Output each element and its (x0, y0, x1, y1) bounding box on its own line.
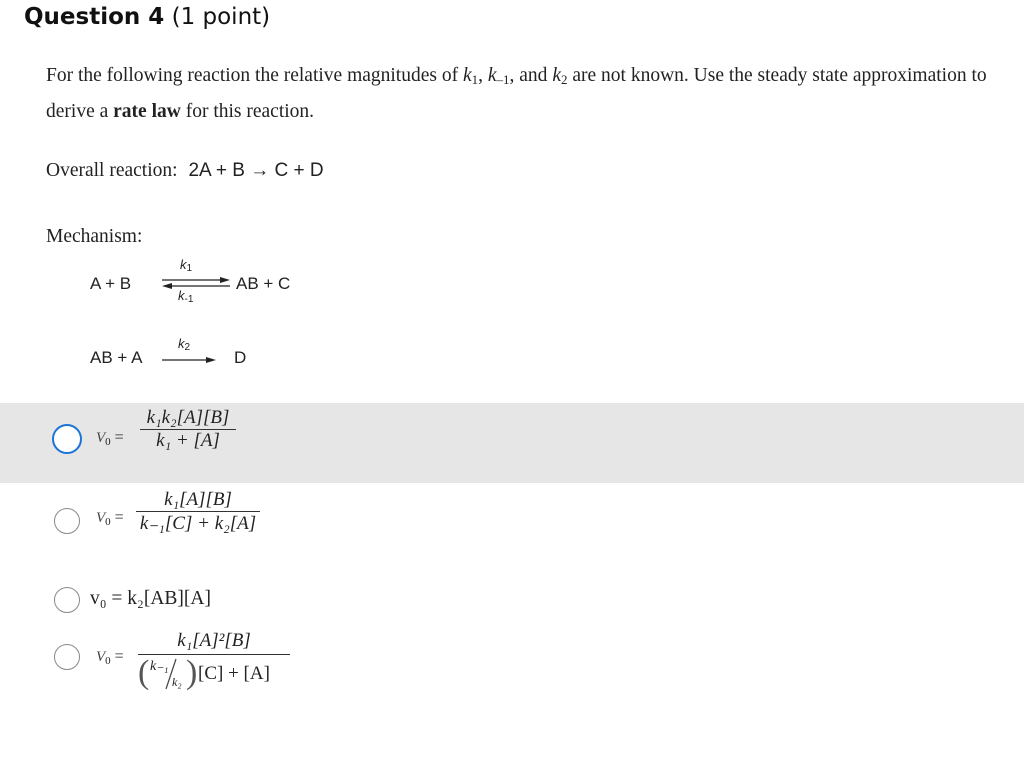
inner-fraction-denominator: k₂ (172, 675, 182, 689)
question-prompt (46, 58, 1016, 130)
overall-equation: 2A + B → C + D (188, 160, 324, 181)
left-paren: ( (138, 654, 150, 691)
option1-fraction (140, 407, 236, 452)
km1-subscript: –1 (496, 72, 510, 87)
mechanism-step-1 (90, 257, 330, 307)
answer-option-1[interactable] (0, 403, 1024, 483)
option3-equation: v₀ = k₂[AB][A] (90, 588, 211, 609)
v0-subscript: 0 (105, 655, 111, 667)
v0-symbol: V (96, 430, 106, 446)
v0-symbol: V (96, 510, 106, 526)
question-points: (1 point) (171, 4, 271, 30)
v0-subscript: 0 (105, 516, 111, 528)
k2-subscript: 2 (560, 72, 568, 87)
k-subscript: 2 (184, 342, 191, 353)
k-symbol: k (178, 288, 185, 303)
v0-subscript: 0 (105, 436, 111, 448)
radio-button-option-1[interactable] (52, 424, 82, 454)
mechanism-step-2 (90, 336, 290, 376)
km1-symbol: k (487, 65, 497, 86)
step1-products: AB + C (236, 274, 291, 293)
option2-denominator: k₋₁[C] + k₂[A] (139, 513, 257, 534)
prompt-text: For the following reaction the relative magnitudes of (46, 65, 463, 86)
inner-fraction-numerator: k₋₁ (150, 659, 169, 674)
option4-denominator-rest: [C] + [A] (198, 663, 270, 684)
answer-option-2[interactable] (0, 485, 1024, 565)
k-symbol: k (180, 257, 187, 272)
radio-button-option-4[interactable] (54, 644, 80, 670)
step1-k-reverse (178, 288, 193, 303)
right-paren: ) (186, 654, 198, 691)
option1-v0 (96, 429, 124, 447)
mechanism-label: Mechanism: (46, 226, 143, 247)
step2-reactants: AB + A (90, 348, 143, 367)
equals-sign: = (114, 648, 124, 665)
k1-subscript: 1 (471, 72, 479, 87)
step1-k-forward (180, 257, 192, 272)
forward-arrow-icon (162, 355, 218, 365)
option4-numerator: k₁[A]²[B] (177, 630, 251, 651)
prompt-sep: , and (509, 65, 553, 86)
answer-option-4[interactable] (0, 626, 1024, 716)
v0-symbol: V (96, 649, 106, 665)
option2-v0 (96, 509, 124, 527)
radio-button-option-3[interactable] (54, 587, 80, 613)
prompt-text: for this reaction. (180, 101, 315, 122)
equals-sign: = (114, 509, 124, 526)
answer-option-3[interactable] (0, 580, 1024, 620)
equals-sign: = (114, 429, 124, 446)
overall-reaction (46, 160, 324, 182)
question-header (24, 4, 270, 30)
radio-button-option-2[interactable] (54, 508, 80, 534)
step2-k-forward (178, 336, 190, 351)
prompt-bold: rate law (113, 101, 181, 122)
k-subscript: 1 (186, 263, 193, 274)
option1-denominator: k₁ + [A] (156, 430, 220, 451)
step2-products: D (234, 348, 247, 367)
k-symbol: k (178, 336, 185, 351)
k-subscript: -1 (184, 294, 194, 305)
option4-v0 (96, 648, 124, 666)
step1-reactants: A + B (90, 274, 132, 293)
prompt-sep: , (478, 65, 488, 86)
option4-fraction (138, 630, 290, 695)
k1-symbol: k (462, 65, 472, 86)
equilibrium-arrow-icon (160, 276, 232, 290)
prompt-text: are not known. Use the steady state approximation to derive a (46, 65, 987, 122)
option2-fraction (136, 489, 260, 535)
question-title: Question 4 (24, 4, 165, 30)
option1-numerator: k₁k₂[A][B] (146, 407, 230, 428)
option2-numerator: k₁[A][B] (164, 489, 232, 510)
k2-symbol: k (552, 65, 561, 86)
option4-denominator (138, 655, 290, 695)
overall-label: Overall reaction: (46, 160, 178, 181)
